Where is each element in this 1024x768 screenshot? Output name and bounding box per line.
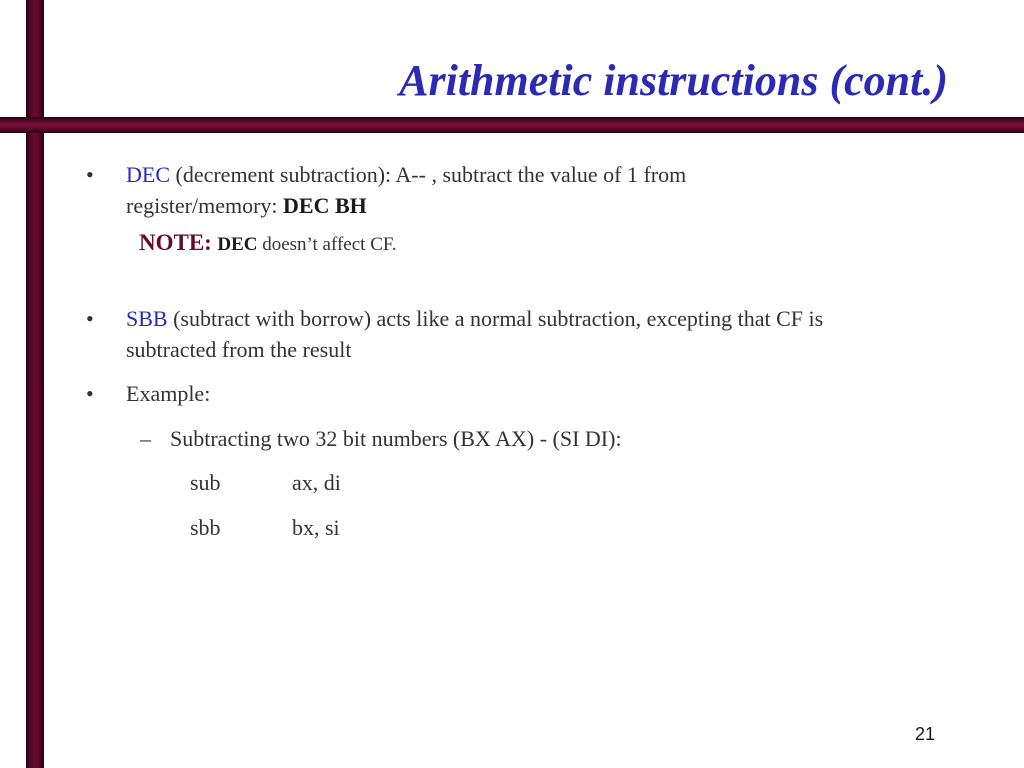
bullet-dec-marker: • bbox=[86, 162, 94, 187]
dec-description: (decrement subtraction): A-- , subtract the value of 1 from bbox=[170, 162, 687, 187]
bullet-dec-line1 bbox=[126, 162, 686, 188]
dec-register-memory-text: register/memory: bbox=[126, 193, 284, 218]
bullet-dec-line2 bbox=[126, 193, 367, 219]
slide-title: Arithmetic instructions (cont.) bbox=[399, 56, 948, 105]
note-dec-keyword: DEC bbox=[217, 234, 258, 255]
code-line-2-op: sbb bbox=[190, 515, 221, 540]
dec-code-example: DEC BH bbox=[283, 193, 367, 218]
page-number: 21 bbox=[915, 724, 936, 744]
sbb-keyword: SBB bbox=[126, 306, 168, 331]
dec-keyword: DEC bbox=[126, 162, 170, 187]
bullet-sbb-line1 bbox=[126, 306, 823, 332]
example-sub-text: Subtracting two 32 bit numbers (BX AX) - (SI DI): bbox=[170, 426, 622, 451]
dec-note bbox=[139, 230, 397, 256]
bullet-sbb-marker: • bbox=[86, 306, 94, 331]
vertical-accent-bar bbox=[26, 0, 44, 768]
sbb-description: (subtract with borrow) acts like a normal subtraction, excepting that CF is bbox=[167, 306, 824, 331]
code-line-2-args: bx, si bbox=[292, 515, 340, 540]
horizontal-accent-bar bbox=[0, 117, 1024, 133]
note-text: doesn’t affect CF. bbox=[257, 234, 397, 255]
code-line-1-op: sub bbox=[190, 470, 221, 495]
note-label: NOTE: bbox=[139, 230, 212, 255]
bullet-example-marker: • bbox=[86, 381, 94, 406]
code-line-1-args: ax, di bbox=[292, 470, 341, 495]
bullet-sbb-line2: subtracted from the result bbox=[126, 337, 352, 362]
example-label: Example: bbox=[126, 381, 211, 406]
sub-bullet-dash: – bbox=[140, 426, 151, 451]
